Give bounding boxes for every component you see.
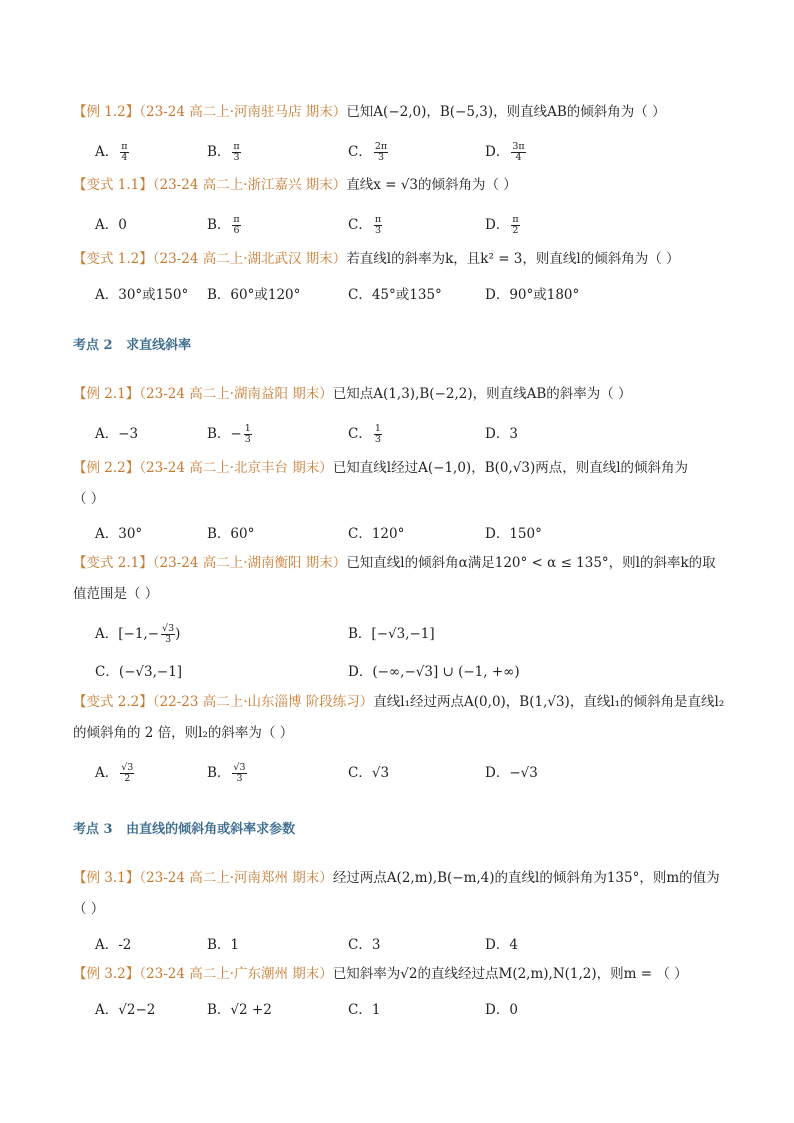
option-a: A． $\frac{√3}{2}$ bbox=[95, 762, 134, 784]
option-b: B．60° bbox=[207, 526, 255, 542]
section-heading-3 bbox=[73, 818, 734, 837]
section-title: 求直线斜率 bbox=[126, 338, 192, 353]
options-variant-1-1 bbox=[95, 213, 734, 236]
options-example-2-2 bbox=[95, 522, 734, 542]
question-variant-1-1 bbox=[73, 176, 734, 194]
option-b: B． $\frac{\pi}{6}$ bbox=[207, 214, 240, 236]
option-b: B． $\frac{\pi}{3}$ bbox=[207, 141, 240, 163]
question-variant-2-2-continued bbox=[73, 724, 734, 742]
question-source: （22-23 高二上·山东淄博 阶段练习） bbox=[152, 694, 374, 710]
section-label: 考点 3 bbox=[73, 822, 113, 837]
question-source: （23-24 高二上·河南郑州 期末） bbox=[139, 870, 333, 886]
question-variant-2-2 bbox=[73, 693, 734, 711]
question-stem-continued: （ ） bbox=[73, 491, 105, 507]
option-c: C．45°或135° bbox=[348, 287, 442, 303]
question-tag: 【例 1.2】 bbox=[73, 104, 140, 120]
question-tag: 【变式 1.2】 bbox=[73, 251, 153, 267]
question-stem-continued: （ ） bbox=[73, 901, 105, 917]
question-stem: 已知点A(1,3),B(−2,2)，则直线AB的斜率为（ ） bbox=[332, 386, 632, 402]
question-source: （23-24 高二上·河南驻马店 期末） bbox=[139, 104, 347, 120]
section-title: 由直线的倾斜角或斜率求参数 bbox=[126, 822, 296, 837]
options-example-1-2 bbox=[95, 140, 734, 163]
option-a: A．0 bbox=[95, 217, 127, 233]
option-b: B．60°或120° bbox=[207, 287, 301, 303]
question-example-1-2 bbox=[73, 103, 734, 121]
question-tag: 【变式 2.2】 bbox=[73, 694, 153, 710]
option-c: C． $\frac{\pi}{3}$ bbox=[348, 214, 382, 236]
question-tag: 【变式 1.1】 bbox=[73, 177, 153, 193]
question-source: （23-24 高二上·湖南益阳 期末） bbox=[139, 386, 333, 402]
question-variant-1-2 bbox=[73, 250, 734, 268]
option-a: A．30° bbox=[95, 526, 143, 542]
option-a: A．-2 bbox=[95, 937, 132, 953]
option-b: B．[−√3,−1] bbox=[348, 626, 435, 642]
question-variant-2-1 bbox=[73, 554, 734, 572]
options-example-2-1 bbox=[95, 422, 734, 445]
option-a: A．−3 bbox=[95, 426, 139, 442]
question-stem: 直线l₁经过两点A(0,0)，B(1,√3)，直线l₁的倾斜角是直线l₂ bbox=[373, 694, 725, 710]
question-source: （23-24 高二上·浙江嘉兴 期末） bbox=[152, 177, 347, 193]
option-d: D．(−∞,−√3] ∪ (−1, +∞) bbox=[348, 664, 520, 680]
option-a: A． $\frac{\pi}{4}$ bbox=[95, 141, 128, 163]
option-c: C．(−√3,−1] bbox=[95, 664, 183, 680]
option-a: A．30°或150° bbox=[95, 287, 189, 303]
question-source: （23-24 高二上·湖北武汉 期末） bbox=[152, 251, 347, 267]
options-variant-2-2 bbox=[95, 761, 734, 784]
question-example-2-2 bbox=[73, 459, 734, 477]
question-stem: 直线x = √3的倾斜角为（ ） bbox=[346, 177, 517, 193]
section-label: 考点 2 bbox=[73, 338, 113, 353]
question-example-3-2 bbox=[73, 965, 734, 983]
options-variant-1-2 bbox=[95, 283, 734, 303]
question-tag: 【例 3.1】 bbox=[73, 870, 140, 886]
option-b: B．1 bbox=[207, 937, 240, 953]
question-source: （23-24 高二上·广东潮州 期末） bbox=[139, 966, 333, 982]
options-variant-2-1-row1 bbox=[95, 622, 734, 645]
option-b: B．√2 +2 bbox=[207, 1002, 272, 1018]
option-c: C． $\frac{1}{3}$ bbox=[348, 423, 381, 445]
question-tag: 【例 2.1】 bbox=[73, 386, 140, 402]
option-d: D．4 bbox=[485, 937, 518, 953]
question-example-3-1-continued bbox=[73, 900, 734, 918]
question-stem: 已知直线l经过A(−1,0)，B(0,√3)两点，则直线l的倾斜角为 bbox=[332, 460, 689, 476]
option-c: C． $\frac{2\pi}{3}$ bbox=[348, 141, 388, 163]
option-d: D．0 bbox=[485, 1002, 518, 1018]
option-d: D．−√3 bbox=[485, 765, 538, 781]
option-b: B． $\frac{√3}{3}$ bbox=[207, 762, 246, 784]
question-stem: 若直线l的斜率为k，且k² = 3，则直线l的倾斜角为（ ） bbox=[346, 251, 680, 267]
question-example-2-1 bbox=[73, 385, 734, 403]
question-stem: 经过两点A(2,m),B(−m,4)的直线l的倾斜角为135°，则m的值为 bbox=[332, 870, 720, 886]
option-d: D． $\frac{3\pi}{4}$ bbox=[485, 141, 525, 163]
options-variant-2-1-row2 bbox=[95, 660, 734, 680]
question-stem-continued: 的倾斜角的 2 倍，则l₂的斜率为（ ） bbox=[73, 725, 294, 741]
question-variant-2-1-continued bbox=[73, 585, 734, 603]
question-stem: 已知斜率为√2的直线经过点M(2,m),N(1,2)，则m = （ ） bbox=[332, 966, 688, 982]
option-d: D．3 bbox=[485, 426, 518, 442]
option-c: C．1 bbox=[348, 1002, 381, 1018]
option-c: C．3 bbox=[348, 937, 381, 953]
option-d: D． $\frac{\pi}{2}$ bbox=[485, 214, 519, 236]
option-d: D．90°或180° bbox=[485, 287, 580, 303]
option-a: A．√2−2 bbox=[95, 1002, 156, 1018]
question-tag: 【变式 2.1】 bbox=[73, 555, 153, 571]
question-source: （23-24 高二上·湖南衡阳 期末） bbox=[152, 555, 347, 571]
question-tag: 【例 2.2】 bbox=[73, 460, 140, 476]
question-tag: 【例 3.2】 bbox=[73, 966, 140, 982]
options-example-3-1 bbox=[95, 933, 734, 953]
question-stem-continued: 值范围是（ ） bbox=[73, 586, 159, 602]
question-example-3-1 bbox=[73, 869, 734, 887]
question-stem: 已知A(−2,0)，B(−5,3)，则直线AB的倾斜角为（ ） bbox=[346, 104, 666, 120]
option-a: A．[−1,− $\frac{√3}{3}$ ) bbox=[95, 623, 181, 645]
question-example-2-2-continued bbox=[73, 490, 734, 508]
options-example-3-2 bbox=[95, 998, 734, 1018]
option-b: B．− $\frac{1}{3}$ bbox=[207, 423, 251, 445]
option-c: C．120° bbox=[348, 526, 405, 542]
option-d: D．150° bbox=[485, 526, 542, 542]
option-c: C．√3 bbox=[348, 765, 390, 781]
section-heading-2 bbox=[73, 334, 734, 353]
question-source: （23-24 高二上·北京丰台 期末） bbox=[139, 460, 333, 476]
question-stem: 已知直线l的倾斜角α满足120° < α ≤ 135°，则l的斜率k的取 bbox=[346, 555, 716, 571]
